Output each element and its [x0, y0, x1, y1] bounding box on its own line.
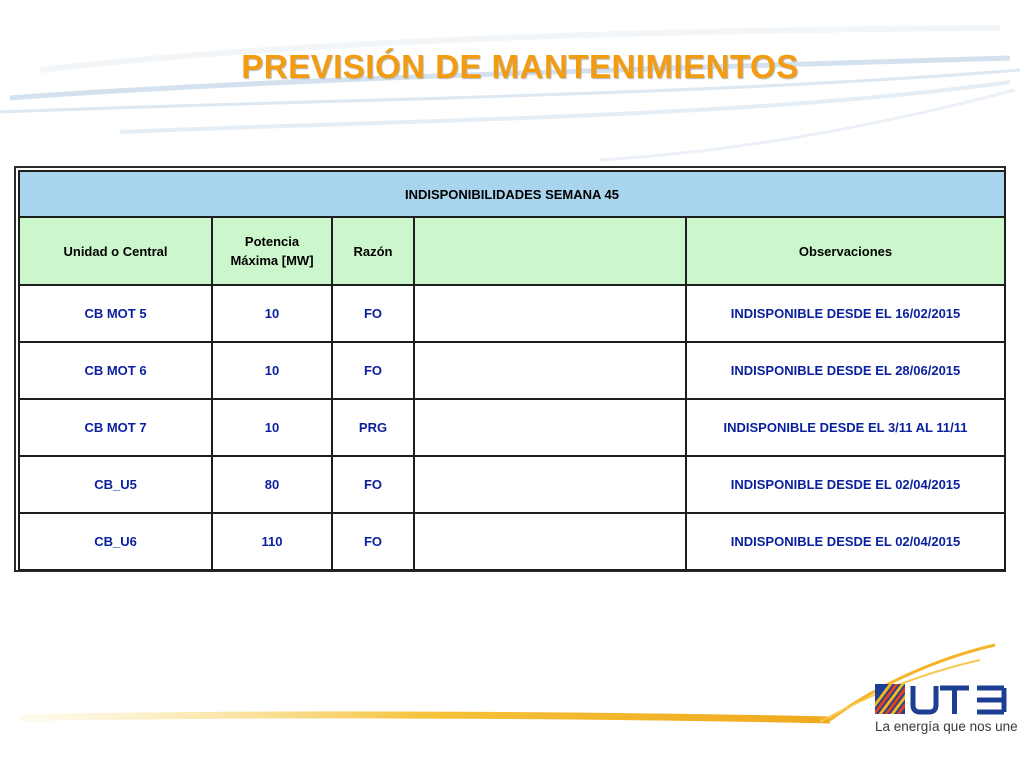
maintenance-table — [18, 170, 1006, 571]
cell-power: 10 — [212, 285, 332, 342]
cell-observations: INDISPONIBLE DESDE EL 28/06/2015 — [686, 342, 1005, 399]
cell-unit: CB MOT 5 — [19, 285, 212, 342]
cell-blank — [414, 285, 686, 342]
column-header-reason: Razón — [332, 217, 414, 285]
table-row — [19, 513, 1005, 570]
maintenance-table-frame — [14, 166, 1006, 572]
column-header-power — [212, 217, 332, 285]
table-row — [19, 399, 1005, 456]
cell-observations: INDISPONIBLE DESDE EL 3/11 AL 11/11 — [686, 399, 1005, 456]
cell-reason: FO — [332, 513, 414, 570]
cell-unit: CB MOT 7 — [19, 399, 212, 456]
cell-power: 110 — [212, 513, 332, 570]
cell-blank — [414, 513, 686, 570]
logo-letters-icon — [913, 686, 1004, 714]
cell-observations: INDISPONIBLE DESDE EL 02/04/2015 — [686, 513, 1005, 570]
cell-reason: FO — [332, 456, 414, 513]
table-row — [19, 342, 1005, 399]
cell-blank — [414, 456, 686, 513]
cell-observations: INDISPONIBLE DESDE EL 16/02/2015 — [686, 285, 1005, 342]
logo-tagline: La energía que nos une — [875, 719, 1018, 734]
page-title: PREVISIÓN DE MANTENIMIENTOS — [241, 48, 799, 85]
column-header-unit: Unidad o Central — [19, 217, 212, 285]
cell-power: 10 — [212, 342, 332, 399]
table-title-row — [19, 171, 1005, 217]
table-row — [19, 456, 1005, 513]
table-title: INDISPONIBILIDADES SEMANA 45 — [19, 171, 1005, 217]
cell-blank — [414, 342, 686, 399]
column-header-power-line1: Potencia — [244, 234, 300, 249]
cell-reason: FO — [332, 342, 414, 399]
cell-reason: PRG — [332, 399, 414, 456]
cell-reason: FO — [332, 285, 414, 342]
cell-observations: INDISPONIBLE DESDE EL 02/04/2015 — [686, 456, 1005, 513]
column-header-row — [19, 217, 1005, 285]
column-header-power-line2: Máxima [MW] — [230, 253, 314, 268]
ute-logo — [873, 681, 1008, 723]
cell-unit: CB_U5 — [19, 456, 212, 513]
cell-blank — [414, 399, 686, 456]
cell-unit: CB MOT 6 — [19, 342, 212, 399]
column-header-observations: Observaciones — [686, 217, 1005, 285]
cell-unit: CB_U6 — [19, 513, 212, 570]
cell-power: 80 — [212, 456, 332, 513]
cell-power: 10 — [212, 399, 332, 456]
column-header-blank — [414, 217, 686, 285]
table-row — [19, 285, 1005, 342]
